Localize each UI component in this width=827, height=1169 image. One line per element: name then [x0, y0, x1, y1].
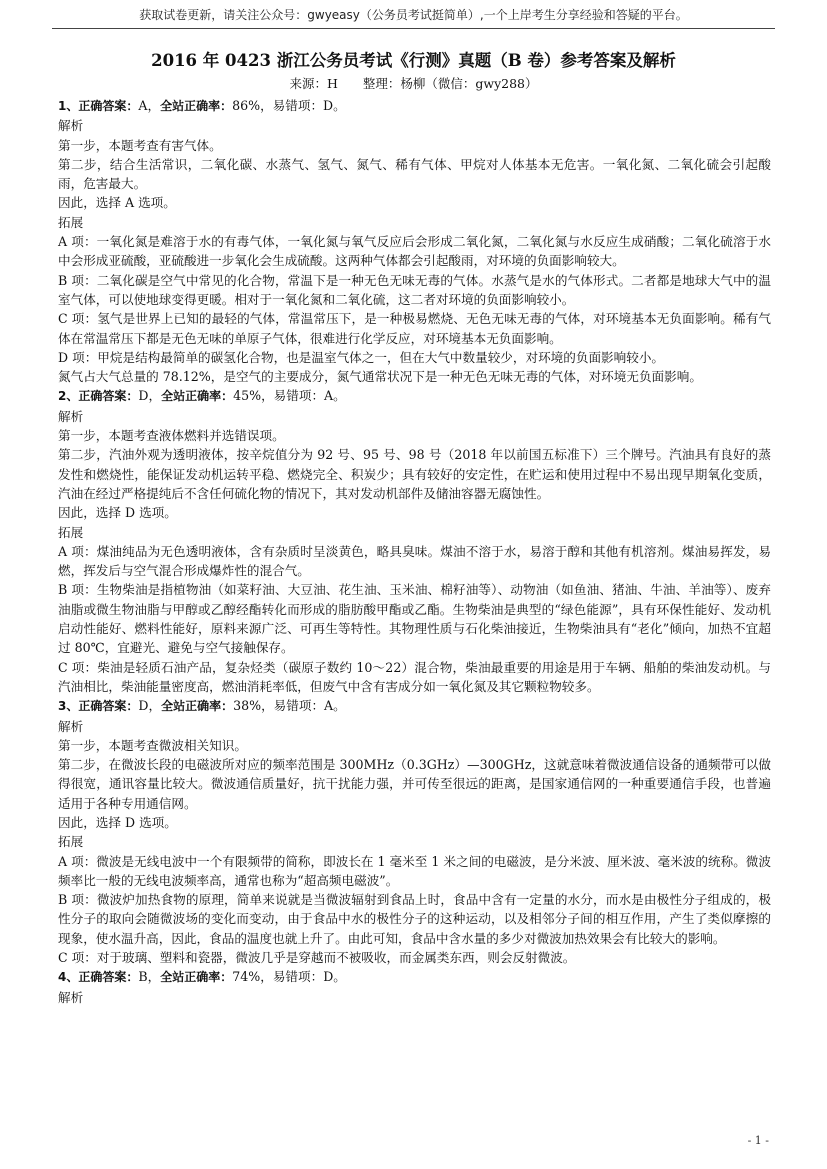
answer-label: 正确答案：: [78, 389, 139, 404]
option-b-note: B 项：生物柴油是指植物油（如菜籽油、大豆油、花生油、玉米油、棉籽油等）、动物油（如鱼油、猪油、牛油、羊油等）、废弃油脂或微生物油脂与甲醇或乙醇经酯转化而形成的脂肪酸甲酯或乙酯。生物柴油是典型的“绿色能源”，具有环保性能好、发动机启动性能好、燃料性能好，原料来源广泛、可再生等特性。其物理性质与石化柴油接近，生物柴油具有“老化”倾向，加热不宜超过 80℃，宜避光、避免与空气接触保存。: [58, 582, 771, 656]
source-line: 来源：H 整理：杨柳（微信：gwy288）: [289, 76, 538, 91]
analysis-step-2: 第二步，结合生活常识，二氧化碳、水蒸气、氢气、氮气、稀有气体、甲烷对人体基本无危害。一氧化氮、二氧化硫会引起酸雨，危害最大。: [58, 156, 771, 192]
page-number: - 1 -: [747, 1134, 769, 1147]
analysis-step-2: 第二步，在微波长段的电磁波所对应的频率范围是 300MHz（0.3GHz）—300GHz，这就意味着微波通信设备的通频带可以做得很宽，通讯容量比较大。微波通信质量好，抗干扰能力强，并可传至很远的距离，是国家通信网的一种重要通信手段，也普遍适用于各种专用通信网。: [58, 757, 771, 811]
rate-label: 全站正确率：: [161, 699, 234, 714]
analysis-step-1: 第一步，本题考查微波相关知识。: [58, 737, 247, 753]
analysis-step-1: 第一步，本题考查液体燃料并选错误项。: [58, 428, 285, 444]
header-notice: 获取试卷更新，请关注公众号：gwyeasy（公务员考试挺简单）,一个上岸考生分享经验和答疑的平台。: [139, 8, 688, 22]
answer-label: 正确答案：: [78, 699, 139, 714]
question-4-header: [58, 967, 771, 987]
analysis-heading: 解析: [58, 118, 84, 134]
rate-value: 86%，易错项：D。: [232, 98, 346, 113]
extra-note: 氮气占大气总量的 78.12%，是空气的主要成分，氮气通常状况下是一种无色无味无毒的气体，对环境无负面影响。: [58, 369, 702, 385]
answer-value: B，: [138, 969, 161, 985]
analysis-conclusion: 因此，选择 D 选项。: [58, 814, 177, 830]
answer-label: 正确答案：: [78, 99, 139, 113]
rate-label: 全站正确率：: [160, 99, 233, 113]
answer-label: 正确答案：: [78, 970, 139, 985]
analysis-heading: 解析: [58, 408, 84, 424]
page-title: 2016 年 0423 浙江公务员考试《行测》真题（B 卷）参考答案及解析: [151, 51, 676, 70]
option-c-note: C 项：对于玻璃、塑料和瓷器，微波几乎是穿越而不被吸收，而金属类东西，则会反射微波。: [58, 950, 576, 966]
analysis-heading: 解析: [58, 718, 84, 734]
option-b-note: B 项：二氧化碳是空气中常见的化合物，常温下是一种无色无味无毒的气体。水蒸气是水的气体形式。二者都是地球大气中的温室气体，可以使地球变得更暖。相对于一氧化氮和二氧化硫，这二者对环境的负面影响较小。: [58, 272, 771, 307]
option-d-note: D 项：甲烷是结构最简单的碳氢化合物，也是温室气体之一，但在大气中数量较少，对环境的负面影响较小。: [58, 349, 665, 365]
option-a-note: A 项：一氧化氮是难溶于水的有毒气体，一氧化氮与氧气反应后会形成二氧化氮，二氧化氮与水反应生成硝酸；二氧化硫溶于水中会形成亚硫酸，亚硫酸进一步氧化会生成硫酸。这两种气体都会引起酸雨，对环境的负面影响较大。: [58, 234, 771, 269]
answer-value: A，: [138, 98, 161, 113]
option-a-note: A 项：煤油纯品为无色透明液体，含有杂质时呈淡黄色，略具臭味。煤油不溶于水，易溶于醇和其他有机溶剂。煤油易挥发，易燃，挥发后与空气混合形成爆炸性的混合气。: [58, 543, 771, 579]
option-a-note: A 项：微波是无线电波中一个有限频带的简称，即波长在 1 毫米至 1 米之间的电磁波，是分米波、厘米波、毫米波的统称。微波频率比一般的无线电波频率高，通常也称为“超高频电磁波”。: [58, 853, 771, 888]
question-number: 1、: [58, 99, 79, 113]
question-2-header: [58, 386, 771, 406]
header-divider: [52, 28, 775, 29]
analysis-step-1: 第一步，本题考查有害气体。: [58, 137, 222, 153]
analysis-step-2: 第二步，汽油外观为透明液体，按辛烷值分为 92 号、95 号、98 号（2018 年以前国五标准下）三个牌号。汽油具有良好的蒸发性和燃烧性，能保证发动机运转平稳、燃烧完全、积炭少；具有较好的安定性，在贮运和使用过程中不易出现早期氧化变质，汽油在经过严格提纯后不含任何硫化物的情况下，其对发动机部件及储油容器无腐蚀性。: [58, 447, 771, 501]
question-3-header: [58, 696, 771, 716]
extension-heading: 拓展: [58, 524, 84, 540]
answer-value: D，: [138, 388, 162, 404]
rate-value: 45%，易错项：A。: [233, 388, 346, 404]
document-body: [58, 96, 771, 1007]
analysis-heading: 解析: [58, 989, 84, 1005]
option-c-note: C 项：柴油是轻质石油产品，复杂烃类（碳原子数约 10～22）混合物，柴油最重要的用途是用于车辆、船舶的柴油发动机。与汽油相比，柴油能量密度高，燃油消耗率低，但废气中含有害成分如一氧化氮及其它颗粒物较多。: [58, 659, 771, 694]
option-c-note: C 项：氢气是世界上已知的最轻的气体，常温常压下，是一种极易燃烧、无色无味无毒的气体，对环境基本无负面影响。稀有气体在常温常压下都是无色无味的单原子气体，很难进行化学反应，对环境基本无负面影响。: [58, 311, 771, 346]
rate-label: 全站正确率：: [161, 389, 234, 404]
question-1-header: [58, 96, 771, 116]
option-b-note: B 项：微波炉加热食物的原理，简单来说就是当微波辐射到食品上时，食品中含有一定量的水分，而水是由极性分子组成的，极性分子的取向会随微波场的变化而变动，由于食品中水的极性分子的这种运动，以及相邻分子间的相互作用，产生了类似摩擦的现象，使水温升高，因此，食品的温度也就上升了。由此可知，食品中含水量的多少对微波加热效果会有比较大的影响。: [58, 892, 771, 946]
question-number: 3、: [58, 699, 79, 714]
rate-label: 全站正确率：: [160, 970, 233, 985]
analysis-conclusion: 因此，选择 D 选项。: [58, 505, 177, 521]
question-number: 4、: [58, 970, 79, 985]
analysis-conclusion: 因此，选择 A 选项。: [58, 195, 176, 211]
rate-value: 74%，易错项：D。: [232, 969, 346, 985]
extension-heading: 拓展: [58, 214, 84, 230]
extension-heading: 拓展: [58, 834, 84, 850]
rate-value: 38%，易错项：A。: [233, 698, 346, 714]
answer-value: D，: [138, 698, 162, 714]
question-number: 2、: [58, 389, 79, 404]
